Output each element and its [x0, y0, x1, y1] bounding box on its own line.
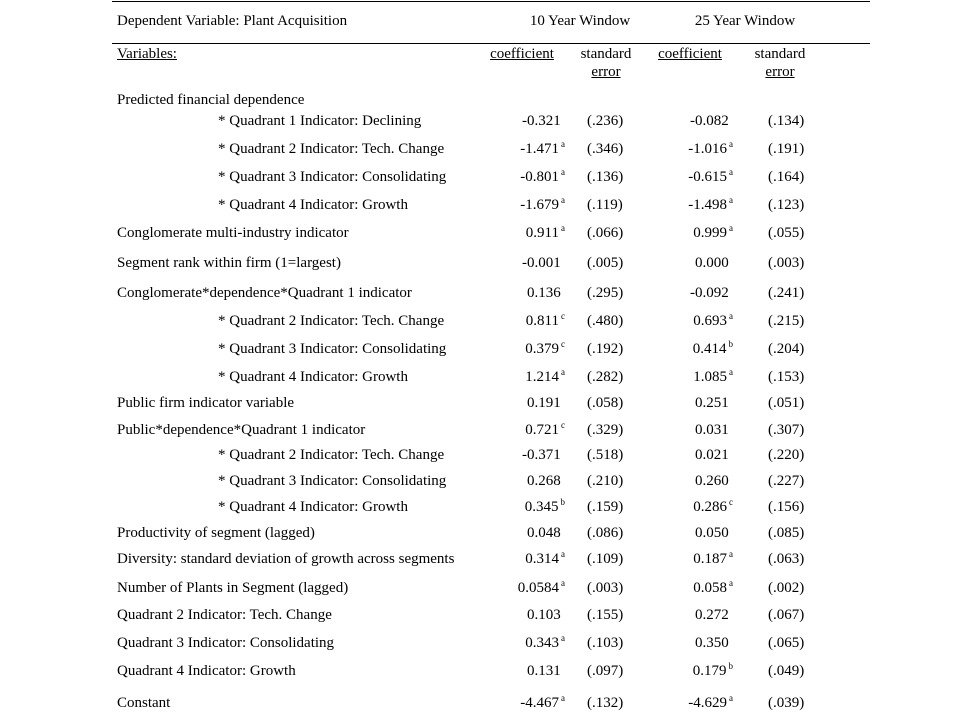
significance-mark	[563, 253, 565, 263]
significance-mark	[563, 605, 565, 615]
se-25-value: (.220)	[768, 447, 805, 463]
coef-10-number: 0.131	[527, 663, 561, 679]
coef-10-number: -1.679	[520, 197, 559, 213]
significance-mark	[731, 471, 733, 481]
coef-10-number: -1.471	[520, 141, 559, 157]
significance-mark: a	[561, 223, 565, 233]
row-label: Quadrant 3 Indicator: Consolidating	[117, 635, 335, 651]
coef-25-number: 0.272	[695, 607, 729, 623]
significance-mark	[563, 445, 565, 455]
significance-mark	[731, 283, 733, 293]
coef-25-number: 0.179	[692, 663, 727, 679]
significance-mark: a	[561, 195, 565, 205]
coef-10-number: 0.911	[525, 225, 559, 241]
se-25-value: (.215)	[768, 313, 805, 329]
significance-mark: a	[561, 549, 565, 559]
row-label: Conglomerate*dependence*Quadrant 1 indicator	[117, 285, 412, 301]
coef-25-value	[643, 169, 733, 187]
significance-mark: a	[561, 633, 565, 643]
significance-mark	[731, 445, 733, 455]
significance-mark: a	[561, 139, 565, 149]
coef-25-value	[643, 113, 733, 131]
se-25-value: (.085)	[768, 525, 805, 541]
se-25-value: (.204)	[768, 341, 805, 357]
coef-25-value	[643, 369, 733, 387]
coef-10-value	[475, 695, 565, 713]
coef-25-number: 0.058	[693, 580, 727, 596]
row-label: Public firm indicator variable	[117, 395, 295, 411]
se-25-value: (.003)	[768, 255, 805, 271]
significance-mark: a	[729, 167, 733, 177]
significance-mark: c	[561, 420, 565, 430]
coef-25-value	[643, 255, 733, 273]
significance-mark	[563, 523, 565, 533]
significance-mark	[563, 661, 565, 671]
coef-25-value	[643, 473, 733, 491]
row-label: Quadrant 4 Indicator: Growth	[117, 663, 296, 679]
se-25-value: (.055)	[768, 225, 805, 241]
se-10-value: (.236)	[587, 113, 624, 129]
coef-10-value	[475, 197, 565, 215]
significance-mark: b	[728, 339, 733, 349]
coef-25-value	[643, 695, 733, 713]
row-label: Conglomerate multi-industry indicator	[117, 225, 349, 241]
coef-25-number: 0.251	[695, 395, 729, 411]
coef-25-value	[643, 525, 733, 543]
se-10-value: (.155)	[587, 607, 624, 623]
se-10-value: (.295)	[587, 285, 624, 301]
coef-10-value	[475, 255, 565, 273]
significance-mark	[731, 523, 733, 533]
header-rule	[112, 43, 870, 44]
coef-25-number: 0.050	[695, 525, 729, 541]
significance-mark: a	[561, 693, 565, 703]
coef-25-number: 0.999	[693, 225, 727, 241]
coef-10-value	[475, 113, 565, 131]
se-10-value: (.066)	[587, 225, 624, 241]
coef-25-number: -0.092	[690, 285, 729, 301]
significance-mark: a	[561, 167, 565, 177]
se-10-value: (.058)	[587, 395, 624, 411]
coef-25-number: -0.082	[690, 113, 729, 129]
se-10-value: (.005)	[587, 255, 624, 271]
coef-25-number: -1.016	[688, 141, 727, 157]
table-top-rule	[112, 1, 870, 2]
coef-10-number: 0.314	[525, 551, 559, 567]
coef-10-number: 0.343	[525, 635, 559, 651]
coef-25-value	[643, 499, 733, 517]
significance-mark: a	[729, 223, 733, 233]
se-10-value: (.086)	[587, 525, 624, 541]
se-10-value: (.103)	[587, 635, 624, 651]
se-10-value: (.210)	[587, 473, 624, 489]
coef-25-number: 0.021	[695, 447, 729, 463]
se-10-value: (.518)	[587, 447, 624, 463]
coef-10-value	[475, 313, 565, 331]
section-label: Predicted financial dependence	[117, 92, 305, 108]
coef-10-value	[475, 635, 565, 653]
coef-25-value	[643, 580, 733, 598]
se-25-value: (.065)	[768, 635, 805, 651]
coef-10-number: 0.268	[527, 473, 561, 489]
se-25-value: (.039)	[768, 695, 805, 711]
significance-mark: b	[560, 497, 565, 507]
se-25-value: (.123)	[768, 197, 805, 213]
coef-25-value	[643, 422, 733, 440]
row-label: * Quadrant 2 Indicator: Tech. Change	[218, 313, 445, 329]
significance-mark	[731, 393, 733, 403]
variables-label: Variables:	[117, 46, 177, 62]
coef-10-value	[475, 663, 565, 681]
se-25-value: (.051)	[768, 395, 805, 411]
significance-mark	[731, 111, 733, 121]
coef-10-value	[475, 395, 565, 413]
se-25-value: (.227)	[768, 473, 805, 489]
coef-10-number: -0.371	[522, 447, 561, 463]
se-25-value: (.191)	[768, 141, 805, 157]
se-10-value: (.282)	[587, 369, 624, 385]
row-label: Public*dependence*Quadrant 1 indicator	[117, 422, 366, 438]
significance-mark: a	[729, 311, 733, 321]
row-label: * Quadrant 1 Indicator: Declining	[218, 113, 422, 129]
coef-25-value	[643, 551, 733, 569]
coef-25-number: 0.414	[692, 341, 727, 357]
coef-25-number: -4.629	[688, 695, 727, 711]
se-10-value: (.109)	[587, 551, 624, 567]
coef-25-number: 0.286	[693, 499, 727, 515]
coef-10-value	[475, 422, 565, 440]
se-10-value: (.329)	[587, 422, 624, 438]
se-10-value: (.159)	[587, 499, 624, 515]
coef-10-value	[475, 341, 565, 359]
coef-10-number: -0.001	[522, 255, 561, 271]
coef-10-number: 0.191	[527, 395, 561, 411]
coef-25-value	[643, 197, 733, 215]
coef-25-number: 0.187	[693, 551, 727, 567]
se-25-value: (.002)	[768, 580, 805, 596]
row-label: Productivity of segment (lagged)	[117, 525, 315, 541]
row-label: * Quadrant 3 Indicator: Consolidating	[218, 169, 447, 185]
coef-10-value	[475, 551, 565, 569]
se-25-value: (.153)	[768, 369, 805, 385]
row-label: Segment rank within firm (1=largest)	[117, 255, 341, 271]
coef-10-number: -4.467	[520, 695, 559, 711]
se-25-value: (.067)	[768, 607, 805, 623]
coef-25-value	[643, 395, 733, 413]
coef-25-header: coefficient	[658, 46, 722, 62]
se-25-header-line2: error	[765, 64, 795, 80]
significance-mark: c	[561, 311, 565, 321]
coef-25-number: 0.693	[693, 313, 727, 329]
coef-10-value	[475, 141, 565, 159]
coef-10-value	[475, 225, 565, 243]
se-25-value: (.241)	[768, 285, 805, 301]
coef-10-value	[475, 447, 565, 465]
row-label: Quadrant 2 Indicator: Tech. Change	[117, 607, 332, 623]
se-25-value: (.156)	[768, 499, 805, 515]
row-label: * Quadrant 3 Indicator: Consolidating	[218, 473, 447, 489]
se-10-header-line2: error	[591, 64, 621, 80]
se-10-value: (.192)	[587, 341, 624, 357]
se-10-value: (.136)	[587, 169, 624, 185]
se-25-value: (.307)	[768, 422, 805, 438]
row-label: * Quadrant 2 Indicator: Tech. Change	[218, 447, 445, 463]
significance-mark: b	[728, 661, 733, 671]
coef-25-value	[643, 607, 733, 625]
significance-mark: c	[729, 497, 733, 507]
se-25-header	[740, 46, 820, 81]
coef-10-number: 1.214	[525, 369, 559, 385]
significance-mark	[563, 393, 565, 403]
dependent-variable-label: Dependent Variable: Plant Acquisition	[117, 13, 348, 29]
significance-mark: a	[729, 139, 733, 149]
se-25-value: (.164)	[768, 169, 805, 185]
coef-10-value	[475, 285, 565, 303]
coef-25-number: 0.350	[695, 635, 729, 651]
window-25-header: 25 Year Window	[694, 13, 796, 29]
coef-25-number: -1.498	[688, 197, 727, 213]
significance-mark	[563, 471, 565, 481]
coef-10-value	[475, 499, 565, 517]
window-10-header: 10 Year Window	[529, 13, 631, 29]
significance-mark: c	[561, 339, 565, 349]
row-label: * Quadrant 3 Indicator: Consolidating	[218, 341, 447, 357]
coef-10-header: coefficient	[490, 46, 554, 62]
se-25-header-line1: standard	[754, 46, 806, 62]
se-10-header-line1: standard	[580, 46, 632, 62]
coef-25-number: 0.260	[695, 473, 729, 489]
coef-25-value	[643, 285, 733, 303]
significance-mark	[731, 605, 733, 615]
significance-mark: a	[729, 578, 733, 588]
row-label: Diversity: standard deviation of growth across segments	[117, 551, 455, 567]
se-10-header	[566, 46, 646, 81]
se-10-value: (.132)	[587, 695, 624, 711]
coef-10-number: -0.321	[522, 113, 561, 129]
se-25-value: (.063)	[768, 551, 805, 567]
row-label: * Quadrant 4 Indicator: Growth	[218, 197, 408, 213]
coef-10-number: 0.721	[525, 422, 559, 438]
coef-25-number: 0.031	[695, 422, 729, 438]
se-25-value: (.134)	[768, 113, 805, 129]
significance-mark: a	[729, 367, 733, 377]
coef-10-number: 0.136	[527, 285, 561, 301]
row-label: * Quadrant 4 Indicator: Growth	[218, 369, 408, 385]
se-10-value: (.097)	[587, 663, 624, 679]
coef-10-value	[475, 473, 565, 491]
row-label: * Quadrant 2 Indicator: Tech. Change	[218, 141, 445, 157]
significance-mark: a	[561, 367, 565, 377]
significance-mark	[731, 253, 733, 263]
coef-10-number: 0.048	[527, 525, 561, 541]
significance-mark: a	[561, 578, 565, 588]
se-25-value: (.049)	[768, 663, 805, 679]
significance-mark: a	[729, 195, 733, 205]
coef-10-value	[475, 169, 565, 187]
significance-mark: a	[729, 549, 733, 559]
row-label: * Quadrant 4 Indicator: Growth	[218, 499, 408, 515]
coef-25-number: 0.000	[695, 255, 729, 271]
coef-10-number: 0.379	[525, 341, 559, 357]
se-10-value: (.003)	[587, 580, 624, 596]
se-10-value: (.480)	[587, 313, 624, 329]
coef-10-value	[475, 607, 565, 625]
coef-10-value	[475, 525, 565, 543]
coef-10-number: 0.0584	[517, 580, 559, 596]
coef-25-value	[643, 225, 733, 243]
coef-25-number: -0.615	[688, 169, 727, 185]
significance-mark	[731, 633, 733, 643]
coef-25-value	[643, 663, 733, 681]
coef-25-value	[643, 341, 733, 359]
row-label: Constant	[117, 695, 171, 711]
significance-mark: a	[729, 693, 733, 703]
coef-10-number: 0.345	[524, 499, 559, 515]
significance-mark	[563, 111, 565, 121]
coef-10-value	[475, 580, 565, 598]
significance-mark	[731, 420, 733, 430]
significance-mark	[563, 283, 565, 293]
coef-25-value	[643, 141, 733, 159]
coef-25-value	[643, 313, 733, 331]
row-label: Number of Plants in Segment (lagged)	[117, 580, 349, 596]
coef-25-value	[643, 447, 733, 465]
coef-10-number: 0.103	[527, 607, 561, 623]
coef-25-value	[643, 635, 733, 653]
coef-10-value	[475, 369, 565, 387]
coef-10-number: -0.801	[520, 169, 559, 185]
se-10-value: (.119)	[587, 197, 623, 213]
se-10-value: (.346)	[587, 141, 624, 157]
coef-25-number: 1.085	[693, 369, 727, 385]
coef-10-number: 0.811	[525, 313, 559, 329]
